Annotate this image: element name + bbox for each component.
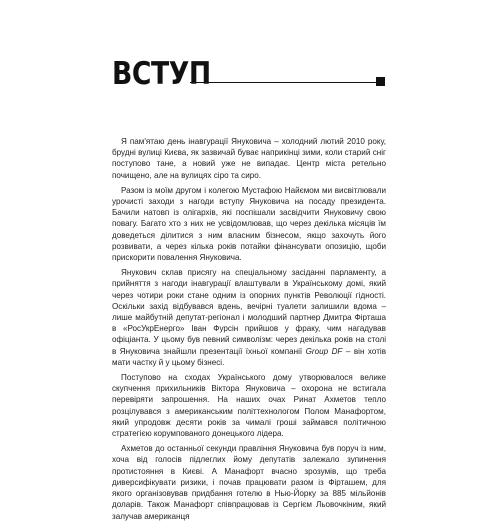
title-rule — [190, 82, 378, 83]
paragraph-text: Разом із моїм другом і колегою Мустафою Найємом ми висвітлювали урочисті заходи з нагоди вступу Януковича на посаду президента. Бачили натовп із олігархів, які поспішали засвідчити Януковичу свою повагу. Багато хто з них не усвідомлював, що через декілька місяців їм доведеться ділитися з ним власним бізнесом, якщо захочуть його розвивати, а через кілька років потайки фінансувати опозицію, щоби прискорити повалення Януковича. — [112, 185, 386, 263]
paragraph — [112, 372, 386, 439]
title-end-square — [376, 77, 385, 86]
paragraph-text: Я пам'ятаю день інавгурації Януковича – холодний лютий 2010 року, брудні вулиці Києва, як зазвичай буває наприкінці зими, коли старий сніг поступово тане, а новий уже не випадає. Центр міста ретельно почищено, але на вулицях сіро та сиро. — [112, 137, 386, 180]
paragraph — [112, 136, 386, 181]
paragraph-text: Ахметов до останньої секунди правління Януковича був поруч із ним, хоча від голосів підлеглих йому депутатів залежало зупинення протистояння в Києві. А Манафорт вчасно зрозумів, що треба диверсифікувати ризики, і почав працювати разом із Фірташем, для якого організовував придбання готелю в Нью-Йорку за 885 мільйонів доларів. Також Манафорт співпрацював із Сергієм Льовочкіним, який залучав американця — [112, 444, 386, 521]
body-text — [112, 136, 386, 526]
paragraph — [112, 267, 386, 368]
paragraph — [112, 185, 386, 263]
paragraph-text: Янукович склав присягу на спеціальному засіданні парламенту, а прийняття з нагоди інавгурації влаштували в Українському домі, який через чотири роки стане одним із опорних пунктів Революції гідності. Оскільки захід відбувався вдень, вечірні туалети залишили вдома – лише майбутній депутат-регіонал і молодший партнер Дмитра Фірташа в «РосУкрЕнерго» Іван Фурсін прийшов у фраку, чим нагадував офіціанта. У цьому був певний символізм: через декілька років на столі в Януковича знайшли презентації їхньої компанії — [112, 268, 386, 356]
chapter-title: ВСТУП — [112, 56, 211, 92]
company-name-italic: Group DF — [305, 346, 343, 356]
paragraph — [112, 443, 386, 521]
paragraph-text: – він хотів мати частку й у цьому бізнесі. — [112, 346, 386, 367]
paragraph-text: Поступово на сходах Українського дому утворювалося велике скупчення прихильників Віктора Януковича – охорона не встигала перевіряти запрошення. На наших очах Ринат Ахметов тепло розцілувався з американським політтехнологом Полом Манафортом, який упродовж десяти років за чималі гроші займався політичною стратегією корумпованого донецького лідера. — [112, 373, 386, 439]
chapter-heading — [112, 56, 386, 94]
